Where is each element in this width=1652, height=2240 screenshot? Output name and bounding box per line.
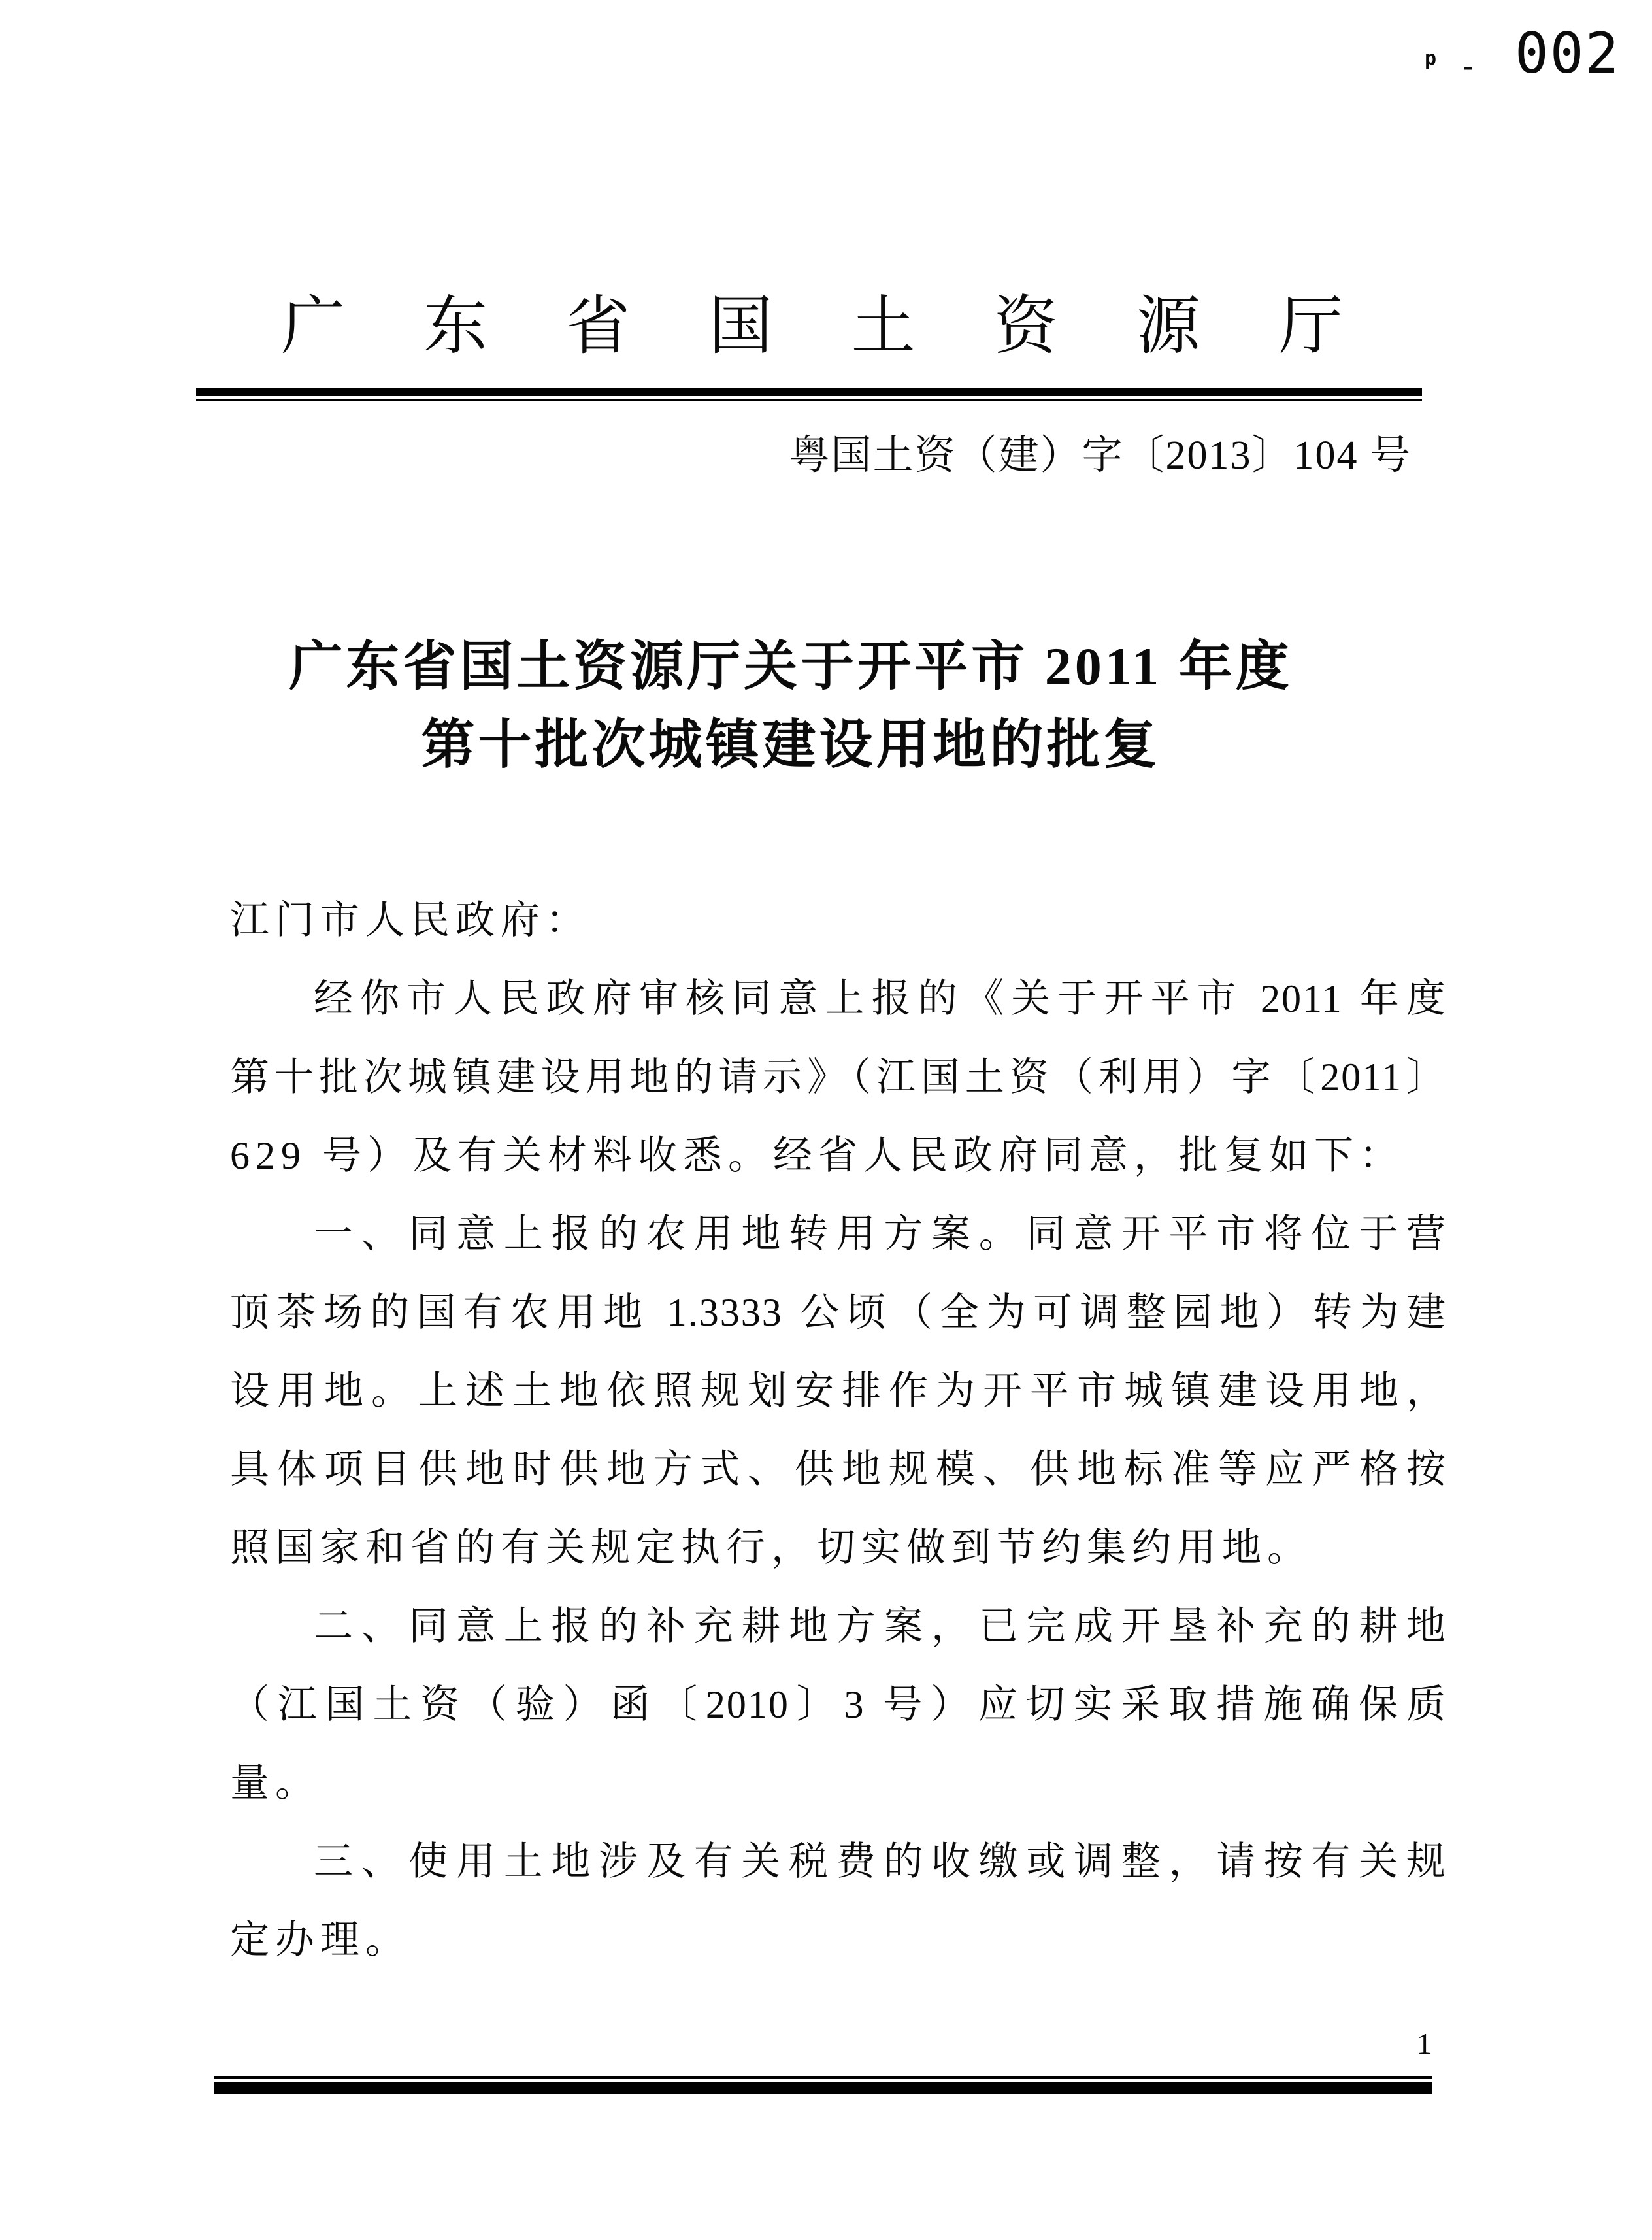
document-body <box>230 881 1447 1979</box>
letterhead-char: 国 <box>708 292 773 362</box>
body-line: 定办理。 <box>230 1918 410 1962</box>
letterhead-char: 资 <box>993 292 1058 362</box>
body-line: 设用地。上述土地依照规划安排作为开平市城镇建设用地， <box>230 1369 1447 1413</box>
footer-divider <box>214 2076 1432 2094</box>
divider-thick-bar <box>214 2082 1432 2094</box>
letterhead-char: 源 <box>1136 292 1200 362</box>
agency-letterhead <box>281 290 1343 364</box>
divider-thick-bar <box>196 388 1422 396</box>
document-title <box>105 627 1477 784</box>
body-line: 三、使用土地涉及有关税费的收缴或调整，请按有关规 <box>314 1840 1447 1883</box>
fax-mark-dash: - <box>1459 48 1478 85</box>
letterhead-char: 土 <box>851 292 916 362</box>
body-line: （江国土资（验）函〔2010〕3 号）应切实采取措施确保质 <box>230 1683 1447 1726</box>
letterhead-divider <box>196 388 1422 401</box>
fax-page-code: 002 <box>1515 21 1621 86</box>
body-line: 一、同意上报的农用地转用方案。同意开平市将位于营 <box>314 1212 1447 1256</box>
body-line: 照国家和省的有关规定执行，切实做到节约集约用地。 <box>230 1526 1312 1569</box>
document-title-line1: 广东省国土资源厅关于开平市 2011 年度 <box>289 637 1293 696</box>
body-line: 具体项目供地时供地方式、供地规模、供地标准等应严格按 <box>230 1448 1447 1491</box>
letterhead-char: 厅 <box>1278 292 1343 362</box>
body-line: 二、同意上报的补充耕地方案，已完成开垦补充的耕地 <box>314 1605 1447 1648</box>
fax-page-mark <box>1418 18 1634 103</box>
letterhead-char: 广 <box>281 292 346 362</box>
letterhead-char: 省 <box>566 292 631 362</box>
document-reference-number: 粤国土资（建）字〔2013〕104 号 <box>789 433 1412 478</box>
body-line: 经你市人民政府审核同意上报的《关于开平市 2011 年度 <box>314 977 1447 1020</box>
document-title-line2: 第十批次城镇建设用地的批复 <box>421 715 1161 775</box>
salutation: 江门市人民政府： <box>230 899 591 942</box>
page-number: 1 <box>1417 2027 1432 2060</box>
fax-mark-prefix: p <box>1425 47 1437 70</box>
body-line: 量。 <box>230 1762 320 1805</box>
body-line: 629 号）及有关材料收悉。经省人民政府同意，批复如下： <box>230 1134 1404 1177</box>
divider-thin-bar <box>196 399 1422 401</box>
body-line: 第十批次城镇建设用地的请示》（江国土资（利用）字〔2011〕 <box>230 1056 1447 1099</box>
letterhead-char: 东 <box>423 292 488 362</box>
body-line: 顶茶场的国有农用地 1.3333 公顷（全为可调整园地）转为建 <box>230 1291 1447 1334</box>
